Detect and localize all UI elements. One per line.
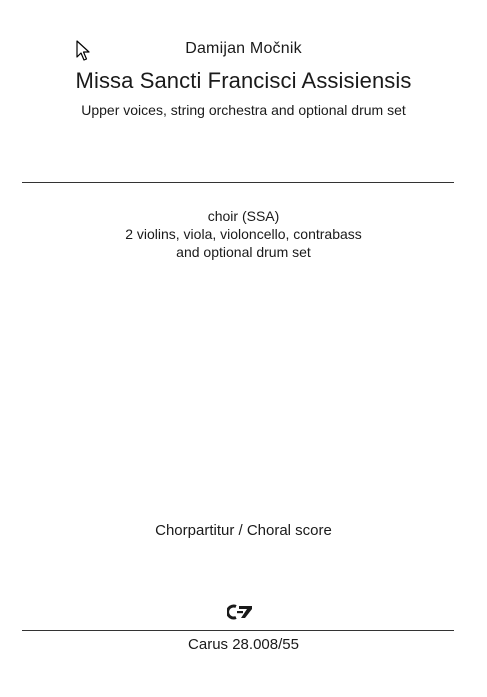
work-title: Missa Sancti Francisci Assisiensis [75, 68, 412, 93]
carus-logo-icon [227, 604, 253, 620]
work-subtitle: Upper voices, string orchestra and optional drum set [81, 102, 406, 118]
instrumentation-line-drums: and optional drum set [176, 244, 311, 260]
instrumentation-line-strings: 2 violins, viola, violoncello, contrabass [125, 226, 362, 242]
instrumentation-block [0, 207, 487, 261]
top-divider [22, 182, 454, 183]
instrumentation-line-choir: choir (SSA) [207, 208, 280, 224]
composer-name: Damijan Močnik [185, 40, 302, 57]
score-type: Chorpartitur / Choral score [155, 522, 332, 539]
catalog-number: Carus 28.008/55 [188, 636, 299, 653]
bottom-divider [22, 630, 454, 631]
